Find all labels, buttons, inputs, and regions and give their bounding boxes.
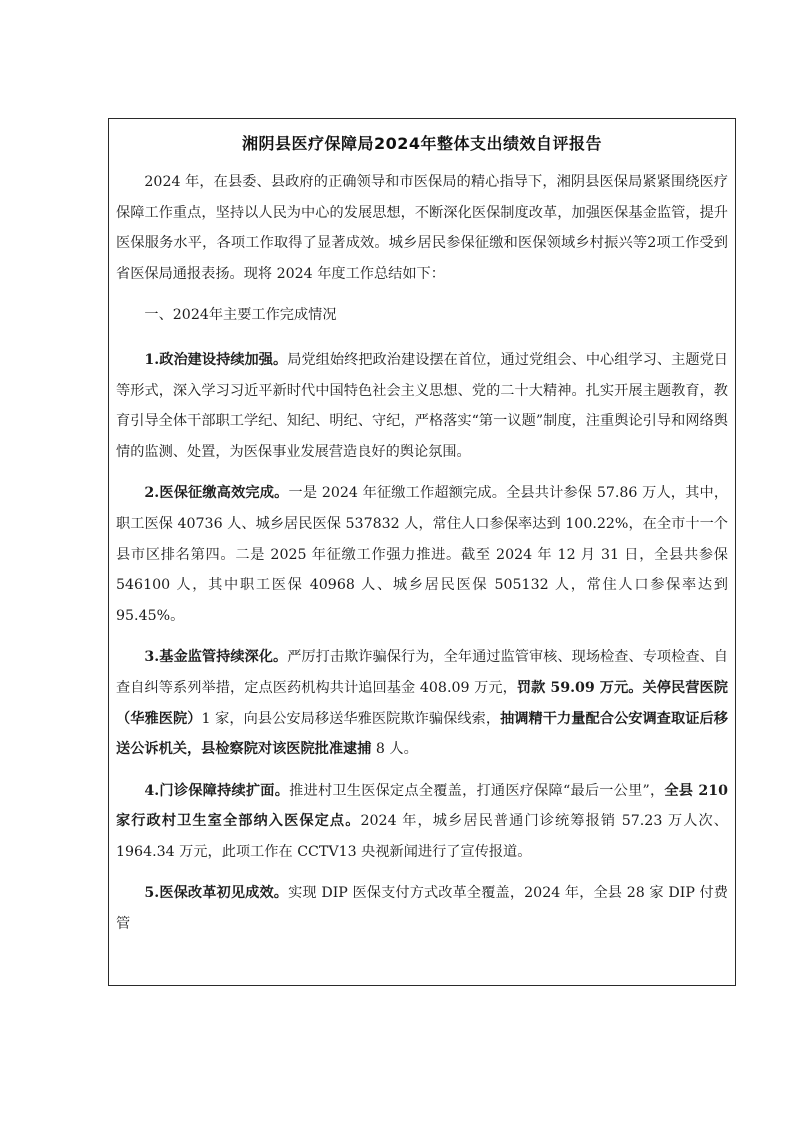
- item-text-4a: 推进村卫生医保定点全覆盖，打通医疗保障“最后一公里”，: [289, 782, 665, 799]
- item-lead-4: 4.门诊保障持续扩面。: [144, 782, 290, 799]
- item-text-3a: 严厉打击欺诈骗保行为，全年通过监管审核、现场检查、专项检查、自查自纠等系列举措，定点医药机构共计追回基金 408.09 万元，: [116, 649, 728, 696]
- item-paragraph-1: [116, 345, 728, 467]
- item-paragraph-5: [116, 878, 728, 939]
- item-text-1: 局党组始终把政治建设摆在首位，通过党组会、中心组学习、主题党日等形式，深入学习习近平新时代中国特色社会主义思想、党的二十大精神。扎实开展主题教育，教育引导全体干部职工学纪、知纪、明纪、守纪，严格落实“第一议题”制度，注重舆论引导和网络舆情的监测、处置，为医保事业发展营造良好的舆论氛围。: [116, 351, 728, 460]
- item-text-3c: 1 家，向县公安局移送华雅医院欺诈骗保线索，: [201, 710, 501, 727]
- item-text-4c: 2024 年，城乡居民普通门诊统筹报销 57.23 万人次、1964.34 万元，此项工作在 CCTV13 央视新闻进行了宣传报道。: [116, 813, 728, 860]
- document-body: [116, 167, 728, 951]
- intro-paragraph: 2024 年，在县委、县政府的正确领导和市医保局的精心指导下，湘阴县医保局紧紧围绕医疗保障工作重点，坚持以人民为中心的发展思想，不断深化医保制度改革，加强医保基金监管，提升医保服务水平，各项工作取得了显著成效。城乡居民参保征缴和医保领域乡村振兴等2项工作受到省医保局通报表扬。现将 2024 年度工作总结如下：: [116, 174, 728, 282]
- item-text-3b: 罚款 59.09 万元。关停民营医院（华雅医院）: [116, 679, 728, 727]
- document-frame: [108, 118, 736, 986]
- item-text-4b: 全县 210 家行政村卫生室全部纳入医保定点。: [116, 782, 728, 830]
- item-text-5: 实现 DIP 医保支付方式改革全覆盖，2024 年，全县 28 家 DIP 付费管: [116, 885, 728, 933]
- section-heading: 一、2024年主要工作完成情况: [144, 307, 337, 324]
- item-text-3d: 抽调精干力量配合公安调查取证后移送公诉机关，县检察院对该医院批准逮捕: [116, 710, 728, 758]
- item-lead-2: 2.医保征缴高效完成。: [144, 485, 289, 502]
- item-text-3e: 8 人。: [371, 741, 418, 758]
- item-lead-5: 5.医保改革初见成效。: [144, 885, 289, 902]
- item-text-2: 一是 2024 年征缴工作超额完成。全县共计参保 57.86 万人，其中，职工医保 40736 人、城乡居民医保 537832 人，常住人口参保率达到 100.22%，在全市十一个县市区排名第四。二是 2025 年征缴工作强力推进。截至 2024 年 12 月 31 日，全县共参保 546100 人，其中职工医保 40968 人、城乡居民医保 505132 人，常住人口参保率达到 95.45%。: [116, 485, 729, 624]
- item-paragraph-4: [116, 776, 728, 868]
- item-lead-1: 1.政治建设持续加强。: [144, 351, 288, 368]
- item-paragraph-3: [116, 642, 728, 764]
- item-lead-3: 3.基金监管持续深化。: [144, 649, 288, 666]
- document-title: 湘阴县医疗保障局2024年整体支出绩效自评报告: [241, 134, 603, 153]
- item-paragraph-2: [116, 478, 728, 631]
